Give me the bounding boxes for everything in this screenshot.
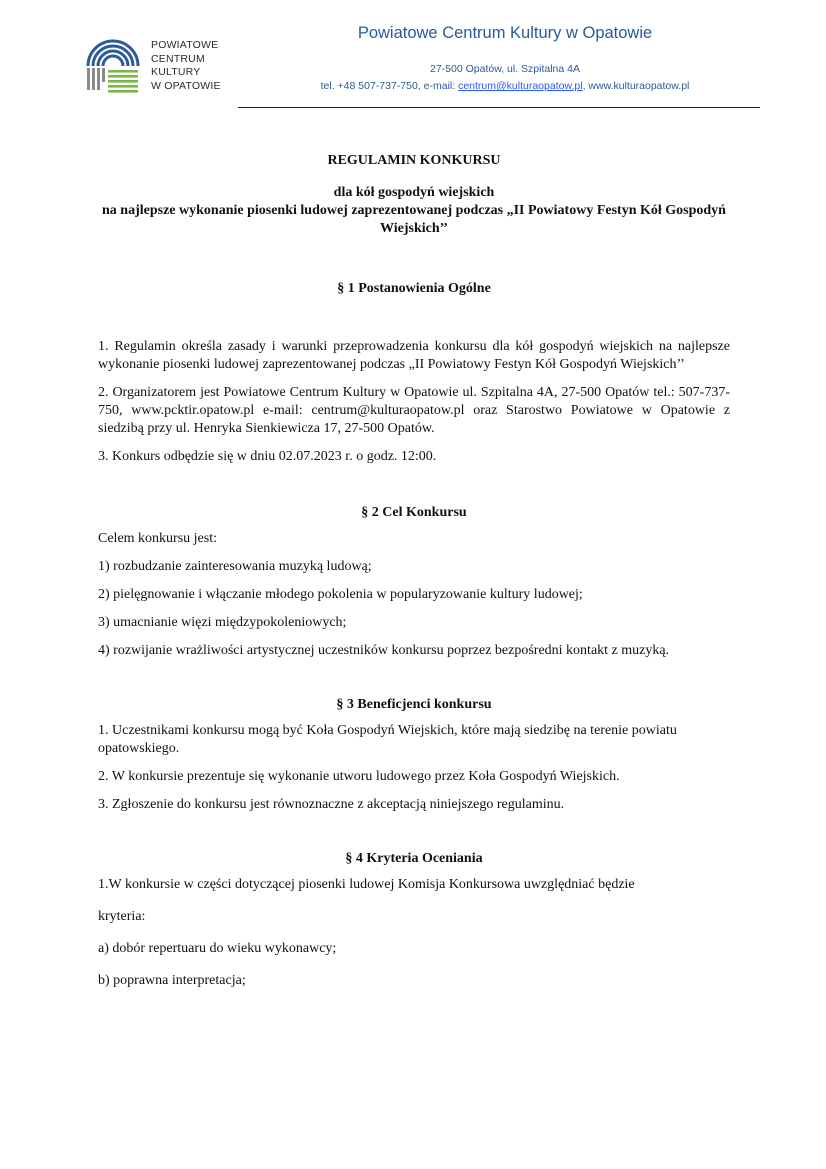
logo-line: KULTURY: [151, 66, 201, 79]
logo-line: CENTRUM: [151, 52, 205, 65]
document-body: [98, 152, 730, 990]
list-item: a) dobór repertuaru do wieku wykonawcy;: [98, 941, 337, 956]
section-2-heading: § 2 Cel Konkursu: [361, 505, 467, 520]
list-item: 1) rozbudzanie zainteresowania muzyką ludową;: [98, 559, 372, 574]
paragraph: Celem konkursu jest:: [98, 531, 217, 546]
letterhead: [0, 0, 826, 112]
list-item: 1. Uczestnikami konkursu mogą być Koła Gospodyń Wiejskich, które mają siedzibę na terenie powiatu opatowskiego.: [98, 723, 677, 756]
header-divider: [238, 107, 760, 108]
logo-line: W OPATOWIE: [151, 79, 221, 92]
paragraph: kryteria:: [98, 909, 146, 924]
list-item: 3. Zgłoszenie do konkursu jest równoznaczne z akceptacją niniejszego regulaminu.: [98, 797, 565, 812]
email-link[interactable]: centrum@kulturaopatow.pl: [458, 80, 583, 92]
document-subtitle-1: dla kół gospodyń wiejskich: [333, 185, 495, 200]
org-contact: [0, 80, 826, 92]
section-1-heading: § 1 Postanowienia Ogólne: [337, 281, 491, 296]
paragraph: 3. Konkurs odbędzie się w dniu 02.07.2023 r. o godz. 12:00.: [98, 449, 437, 464]
list-item: b) poprawna interpretacja;: [98, 973, 246, 988]
contact-suffix: , www.kulturaopatow.pl: [582, 80, 690, 92]
list-item: 4) rozwijanie wrażliwości artystycznej uczestników konkursu poprzez bezpośredni kontakt z muzyką.: [98, 643, 670, 658]
contact-prefix: tel. +48 507-737-750, e-mail:: [320, 80, 459, 92]
document-title: REGULAMIN KONKURSU: [327, 153, 501, 168]
section-3-heading: § 3 Beneficjenci konkursu: [336, 697, 492, 712]
list-item: 2. W konkursie prezentuje się wykonanie utworu ludowego przez Koła Gospodyń Wiejskich.: [98, 769, 620, 784]
list-item: 2) pielęgnowanie i włączanie młodego pokolenia w popularyzowanie kultury ludowej;: [98, 587, 583, 602]
org-name: Powiatowe Centrum Kultury w Opatowie: [357, 24, 653, 42]
paragraph: 1. Regulamin określa zasady i warunki przeprowadzenia konkursu dla kół gospodyń wiejskich na najlepsze wykonanie piosenki ludowej zaprezentowanej podczas „II Powiatowy Festyn Kół Gospodyń Wiejskich’’: [98, 339, 730, 372]
paragraph: 2. Organizatorem jest Powiatowe Centrum Kultury w Opatowie ul. Szpitalna 4A, 27-500 Opatów tel.: 507-737-750, www.pcktir.opatow.pl e-mail: centrum@kulturaopatow.pl oraz Starostwo Powiatowe w Opatowie z siedzibą przy ul. Henryka Sienkiewicza 17, 27-500 Opatów.: [98, 385, 730, 436]
org-address: 27-500 Opatów, ul. Szpitalna 4A: [429, 63, 580, 75]
paragraph: 1.W konkursie w części dotyczącej piosenki ludowej Komisja Konkursowa uwzględniać będzie: [98, 877, 635, 892]
section-4-heading: § 4 Kryteria Oceniania: [345, 851, 483, 866]
document-subtitle-2: na najlepsze wykonanie piosenki ludowej zaprezentowanej podczas „II Powiatowy Festyn Kół Gospodyń Wiejskich’’: [102, 203, 726, 236]
logo-line: POWIATOWE: [151, 39, 219, 51]
list-item: 3) umacnianie więzi międzypokoleniowych;: [98, 615, 347, 630]
